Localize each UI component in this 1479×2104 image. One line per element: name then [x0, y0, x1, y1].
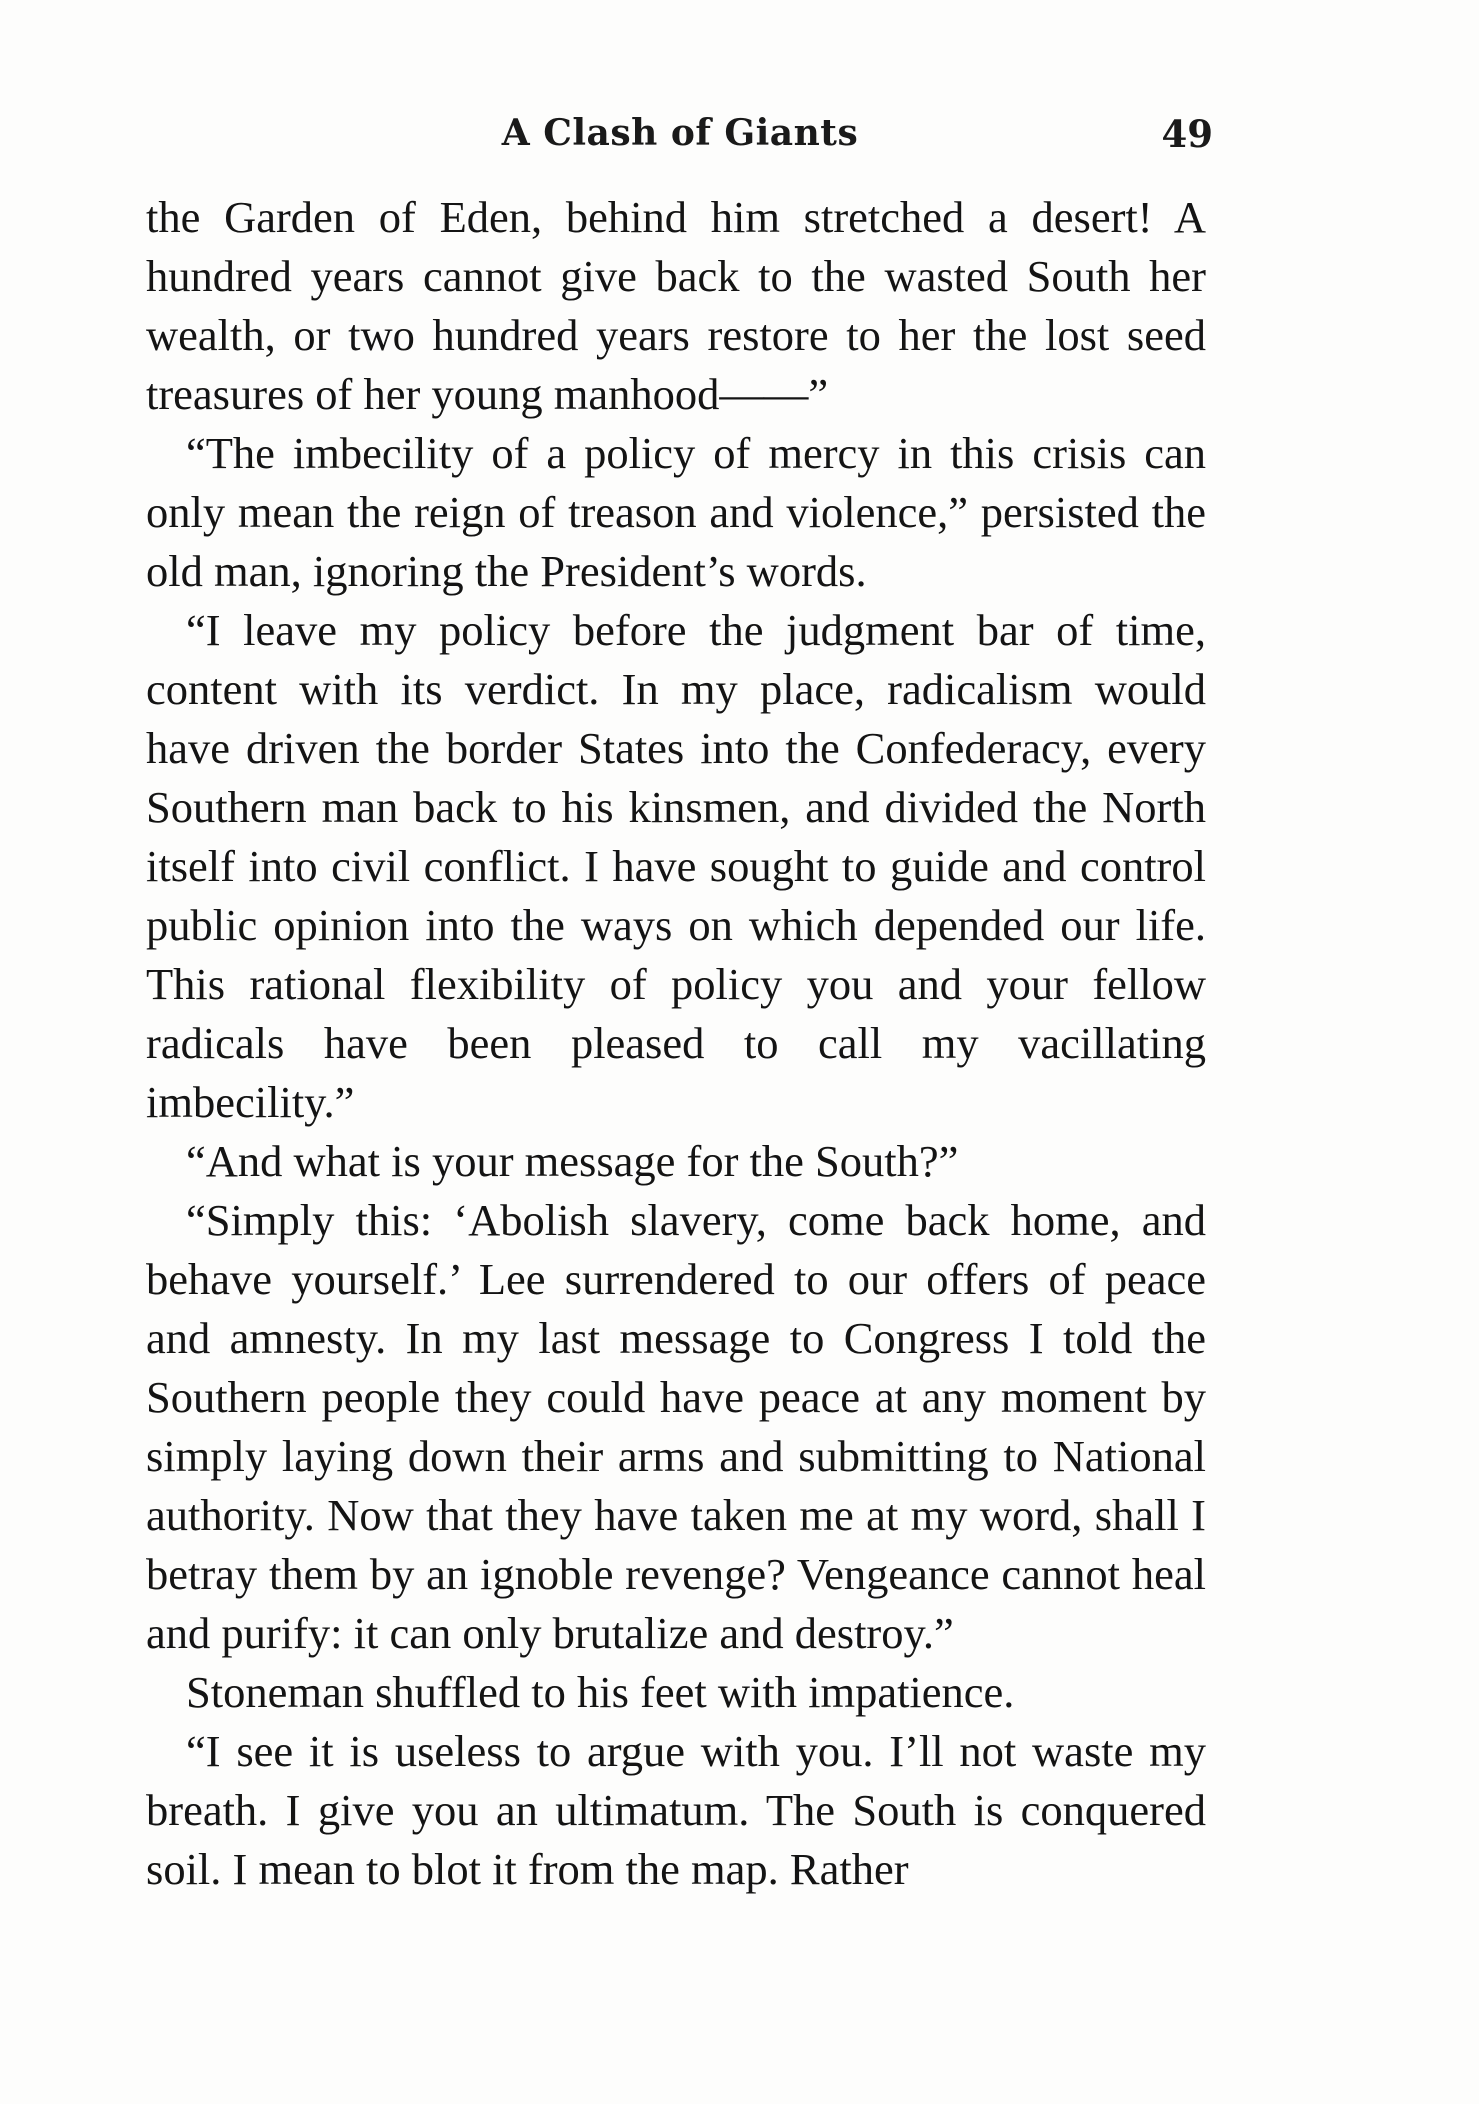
paragraph-6: Stoneman shuffled to his feet with impatience. [186, 1667, 1015, 1717]
running-head [0, 112, 1479, 172]
body-text [146, 188, 1206, 1899]
paragraph-1: the Garden of Eden, behind him stretched a desert! A hundred years cannot give back to the wasted South her wealth, or two hundred years restore to her the lost seed treasures of her young manhood——” [146, 192, 1206, 419]
paragraph-7: “I see it is useless to argue with you. I’ll not waste my breath. I give you an ultimatum. The South is conquered soil. I mean to blot it from the map. Rather [146, 1726, 1206, 1894]
paragraph-5: “Simply this: ‘Abolish slavery, come back home, and behave yourself.’ Lee surrendered to our offers of peace and amnesty. In my last message to Congress I told the Southern people they could have peace at any moment by simply laying down their arms and submitting to National authority. Now that they have taken me at my word, shall I betray them by an ignoble revenge? Vengeance cannot heal and purify: it can only brutalize and destroy.” [146, 1195, 1206, 1658]
paragraph-4: “And what is your message for the South?” [186, 1136, 959, 1186]
chapter-title: A Clash of Giants [501, 112, 859, 154]
paragraph-2: “The imbecility of a policy of mercy in this crisis can only mean the reign of treason and violence,” persisted the old man, ignoring the President’s words. [146, 428, 1206, 596]
page-number: 49 [1161, 112, 1213, 156]
paragraph-3: “I leave my policy before the judgment bar of time, content with its verdict. In my place, radicalism would have driven the border States into the Confederacy, every Southern man back to his kinsmen, and divided the North itself into civil conflict. I have sought to guide and control public opinion into the ways on which depended our life. This rational flexibility of policy you and your fellow radicals have been pleased to call my vacillating imbecility.” [146, 605, 1206, 1127]
